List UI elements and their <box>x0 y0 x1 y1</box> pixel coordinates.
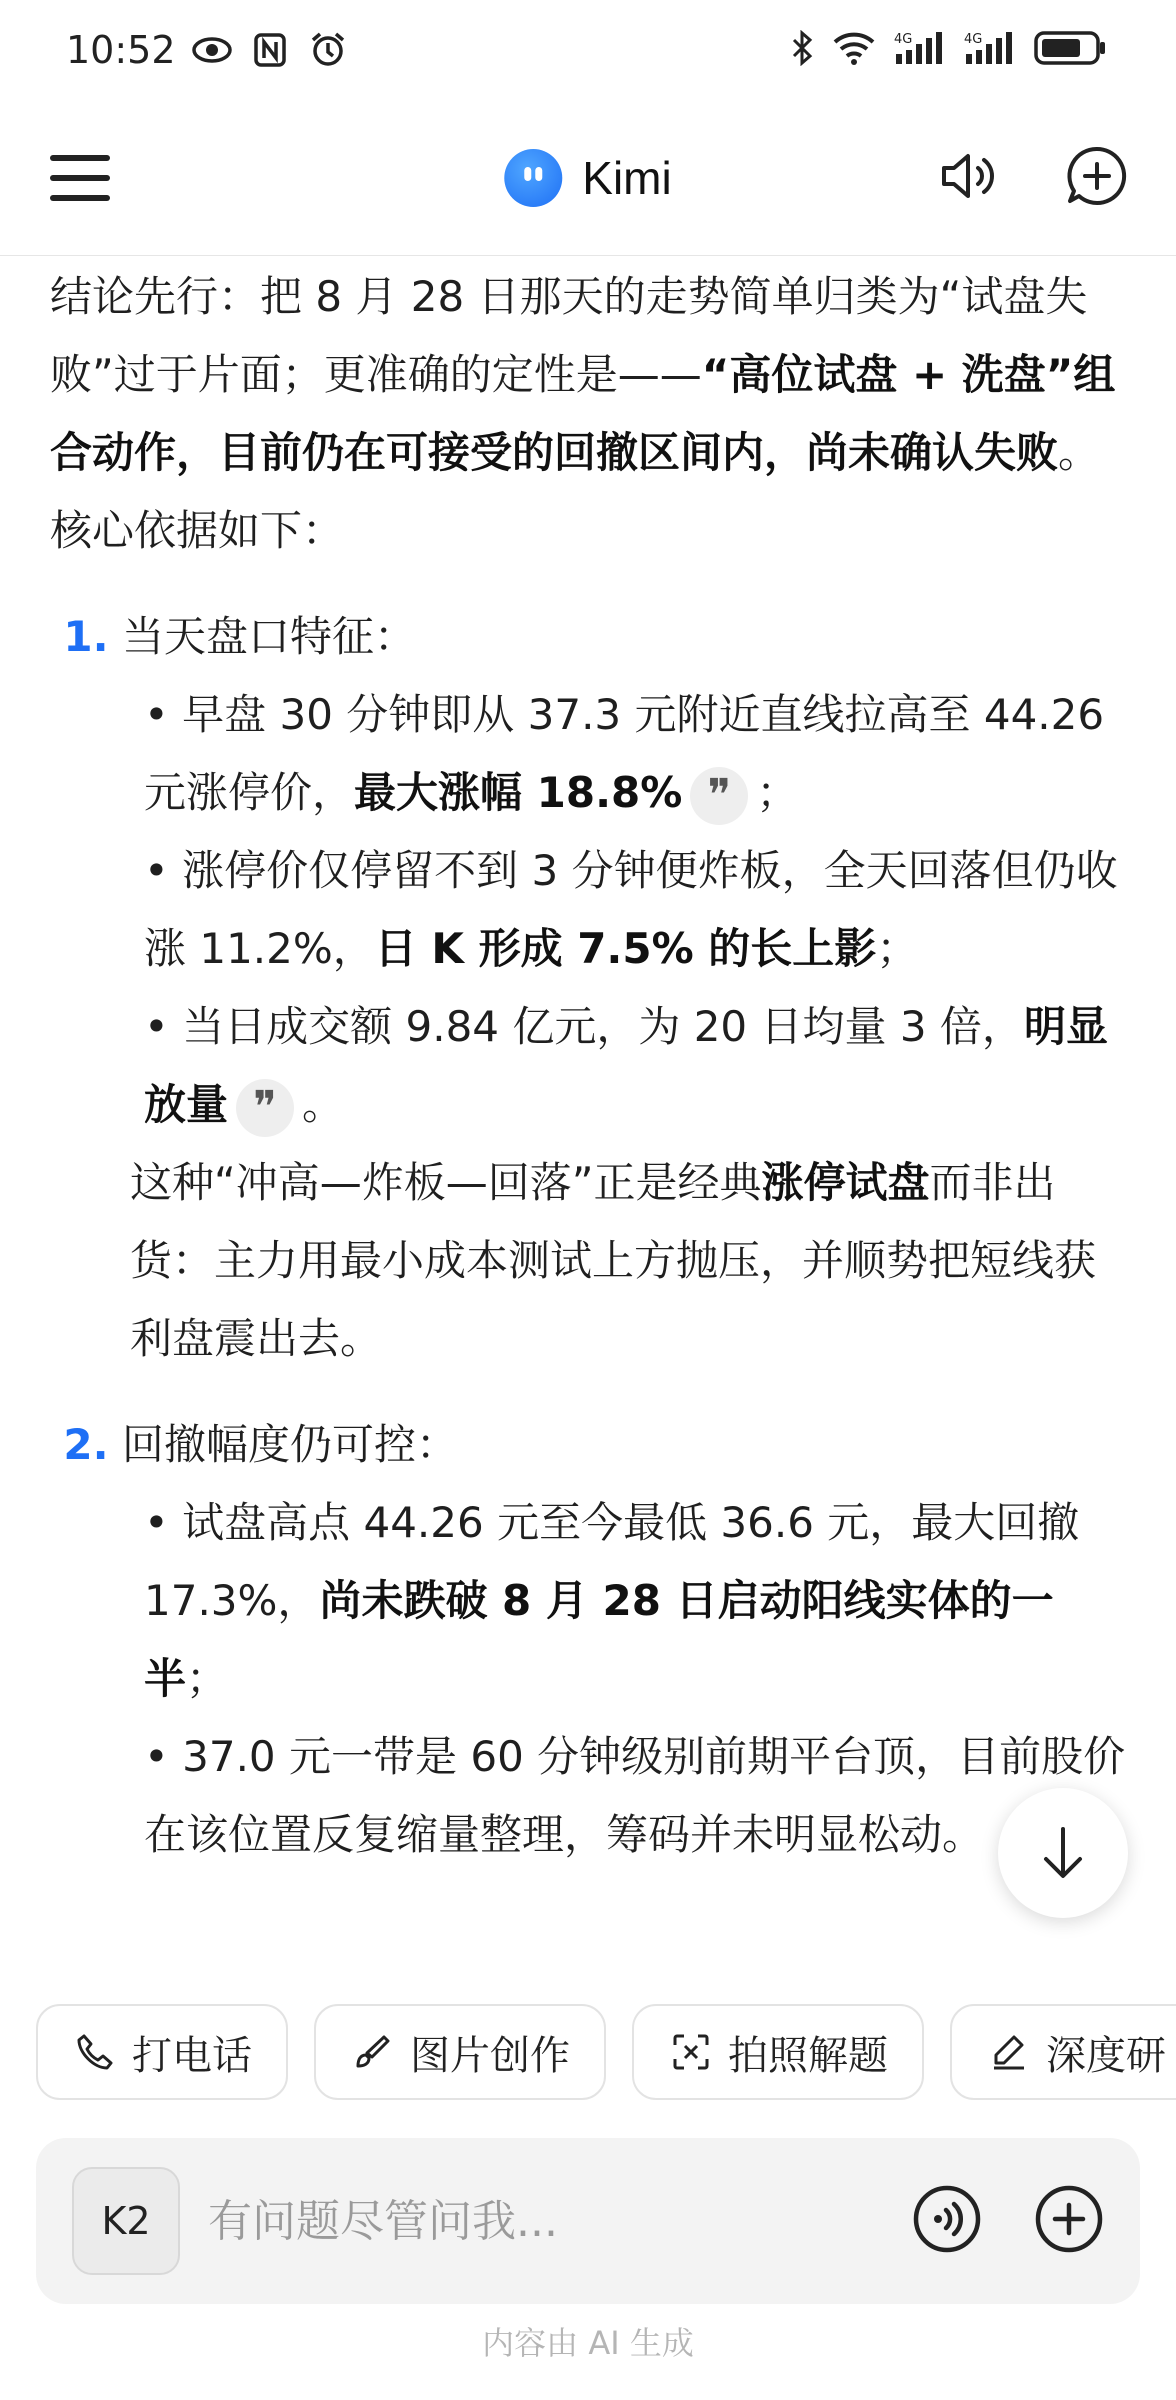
speaker-icon <box>938 146 998 206</box>
bullet-line: • 涨停价仅停留不到 3 分钟便炸板，全天回落但仍收涨 11.2%，日 K 形成 7.5% 的长上影； <box>144 846 1118 973</box>
nfc-icon <box>248 28 292 72</box>
app-title: Kimi <box>582 151 672 204</box>
new-chat-icon <box>1066 145 1128 207</box>
voice-button[interactable] <box>912 2184 982 2258</box>
voice-icon <box>912 2184 982 2254</box>
wifi-icon <box>832 31 876 69</box>
signal-4g-icon <box>964 30 1016 70</box>
ai-disclaimer: 内容由 AI 生成 <box>482 2324 694 2362</box>
app-brand <box>504 149 671 207</box>
plus-icon <box>1034 2184 1104 2254</box>
chip-deep-research[interactable] <box>950 2004 1176 2100</box>
kimi-logo-icon <box>504 149 562 207</box>
speaker-button[interactable] <box>938 146 998 210</box>
menu-button[interactable] <box>50 148 110 208</box>
chip-label: 拍照解题 <box>728 2032 888 2079</box>
bullet-line: • 早盘 30 分钟即从 37.3 元附近直线拉高至 44.26 元涨停价，最大涨幅 18.8% ❞ ； <box>122 676 1130 832</box>
chip-label: 深度研 <box>1046 2032 1166 2079</box>
menu-icon <box>50 155 110 161</box>
bullet-line: • 当日成交额 9.84 亿元，为 20 日均量 3 倍，明显放量 ❞ 。 <box>122 988 1130 1144</box>
chip-image-creation[interactable] <box>314 2004 606 2100</box>
new-chat-button[interactable] <box>1066 145 1128 211</box>
citation-button[interactable]: ❞ <box>236 1079 294 1137</box>
svg-text:4G: 4G <box>894 32 913 47</box>
list-item-title: 当天盘口特征： <box>122 612 417 661</box>
chip-phone-call[interactable] <box>36 2004 288 2100</box>
phone-icon <box>76 2033 114 2071</box>
status-bar <box>0 0 1176 100</box>
composer <box>36 2138 1140 2304</box>
model-selector-button[interactable]: K2 <box>72 2167 180 2275</box>
chip-label: 图片创作 <box>410 2032 570 2079</box>
bluetooth-icon <box>790 30 814 70</box>
list-number: 2. <box>63 1420 109 1469</box>
list-item <box>50 1406 1130 1874</box>
chip-photo-solve[interactable] <box>632 2004 924 2100</box>
arrow-down-icon <box>1038 1823 1088 1883</box>
list-item-summary: 这种“冲高—炸板—回落”正是经典涨停试盘而非出货：主力用最小成本测试上方抛压，并顺势把短线获利盘震出去。 <box>130 1158 1097 1363</box>
add-attachment-button[interactable] <box>1034 2184 1104 2258</box>
signal-4g-icon <box>894 30 946 70</box>
scroll-to-bottom-button[interactable] <box>998 1788 1128 1918</box>
status-time: 10:52 <box>66 28 176 72</box>
list-item-title: 回撤幅度仍可控： <box>122 1420 459 1469</box>
scan-icon <box>672 2033 710 2071</box>
list-number: 1. <box>63 612 109 661</box>
app-header <box>0 100 1176 256</box>
svg-text:4G: 4G <box>964 32 983 47</box>
bullet-line: • 试盘高点 44.26 元至今最低 36.6 元，最大回撤 17.3%，尚未跌破 8 月 28 日启动阳线实体的一半； <box>144 1498 1080 1703</box>
battery-icon <box>1034 30 1106 70</box>
list-item <box>50 598 1130 1378</box>
bullet-line: • 37.0 元一带是 60 分钟级别前期平台顶，目前股价在该位置反复缩量整理，筹码并未明显松动。 <box>144 1732 1126 1859</box>
pen-icon <box>990 2033 1028 2071</box>
quick-actions <box>36 2004 1176 2100</box>
message-input[interactable] <box>208 2196 912 2247</box>
assistant-message <box>50 258 1130 1874</box>
brush-icon <box>354 2033 392 2071</box>
chip-label: 打电话 <box>132 2032 252 2079</box>
citation-button[interactable]: ❞ <box>690 767 748 825</box>
alarm-icon <box>306 28 350 72</box>
eye-icon <box>190 28 234 72</box>
intro-paragraph: 结论先行：把 8 月 28 日那天的走势简单归类为“试盘失败”过于片面；更准确的定性是——“高位试盘 + 洗盘”组合动作，目前仍在可接受的回撤区间内，尚未确认失败。核心依据如下： <box>50 272 1116 555</box>
